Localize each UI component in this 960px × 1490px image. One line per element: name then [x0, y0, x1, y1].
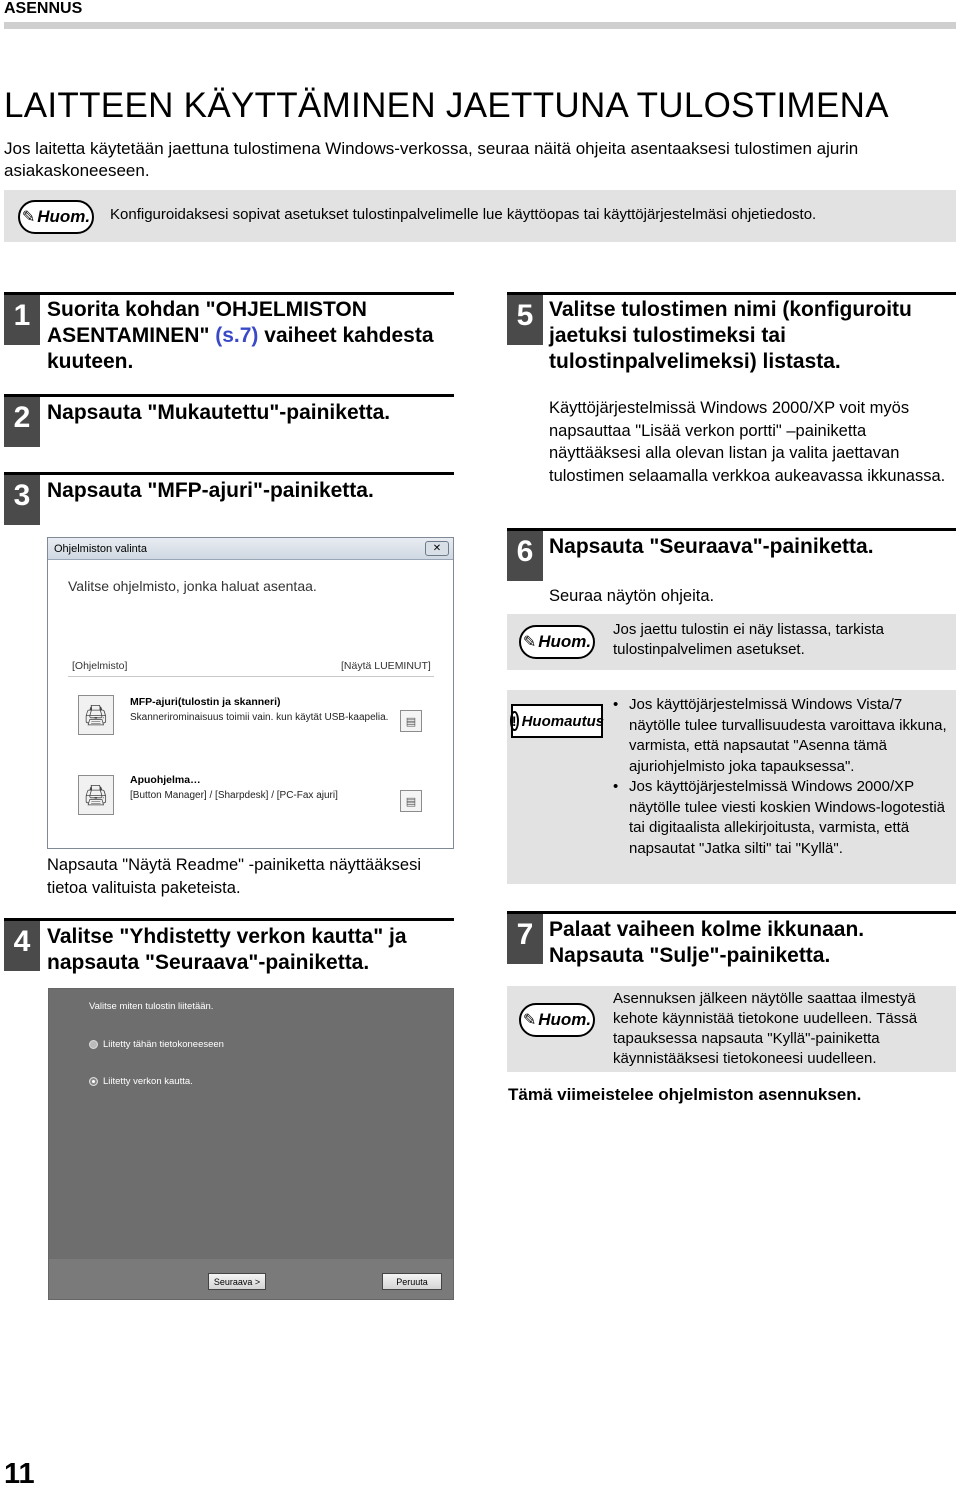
option-local-label: Liitetty tähän tietokoneeseen: [103, 1039, 224, 1050]
step5-body: Käyttöjärjestelmissä Windows 2000/XP voit myös napsauttaa "Lisää verkon portti" –painiketta näyttääksesi alla olevan listan ja valita jaettavan tulostimen selaamalla verkkoa aukeavassa ikkunassa.: [549, 399, 946, 485]
warning-list: [605, 695, 951, 859]
step5-heading: Valitse tulostimen nimi (konfiguroitu jaetuksi tulostimeksi tai tulostinpalvelimeksi) listasta.: [549, 298, 912, 373]
utility-subtitle: [Button Manager] / [Sharpdesk] / [PC-Fax ajuri]: [130, 790, 338, 801]
window-prompt: Valitse ohjelmisto, jonka haluat asentaa.: [68, 578, 317, 594]
step2-rule: [4, 394, 454, 397]
dialog-body: [49, 989, 454, 1259]
mfp-driver-title[interactable]: MFP-ajuri(tulostin ja skanneri): [130, 696, 281, 708]
radio-network[interactable]: [89, 1077, 98, 1086]
step6-number: 6: [507, 531, 543, 581]
step5-number: 5: [507, 295, 543, 345]
utility-readme-button[interactable]: ▤: [400, 790, 422, 812]
step2-number: 2: [4, 397, 40, 447]
page-number: 11: [4, 1458, 35, 1490]
step7-rule: [507, 911, 956, 914]
utility-title[interactable]: Apuohjelma…: [130, 774, 201, 786]
connection-prompt: Valitse miten tulostin liitetään.: [89, 1001, 214, 1012]
option-network[interactable]: [89, 1076, 193, 1087]
warning-item: • Jos käyttöjärjestelmissä Windows 2000/XP näytölle tulee viesti koskien Windows-logotestiä tai digitaalista allekirjoitusta, varmista, että napsautat "Jatka silti" tai "Kyllä".: [605, 777, 951, 859]
step1-text-a: Suorita kohdan "OHJELMISTON ASENTAMINEN": [47, 298, 367, 347]
intro-text: Jos laitetta käytetään jaettuna tulostimena Windows-verkossa, seuraa näitä ohjeita asentaaksesi tulostimen ajurin asiakaskoneeseen.: [4, 139, 859, 180]
warning-badge-label: Huomautus: [521, 712, 605, 730]
step4-number: 4: [4, 921, 40, 971]
window-titlebar: [48, 538, 453, 560]
connection-dialog: [48, 988, 454, 1300]
note-badge-label: Huom.: [538, 1010, 592, 1029]
note-badge: [519, 625, 595, 659]
list-divider: [68, 676, 434, 677]
step6-heading: Napsauta "Seuraava"-painiketta.: [549, 535, 874, 558]
note2-text: Jos jaettu tulostin ei näy listassa, tarkista tulostinpalvelimen asetukset.: [613, 621, 884, 658]
utility-package-icon[interactable]: 🖨: [78, 775, 114, 815]
pen-icon: ✎: [522, 634, 537, 651]
note-badge-label: Huom.: [37, 207, 91, 226]
step3-heading: Napsauta "MFP-ajuri"-painiketta.: [47, 479, 374, 502]
step7-number: 7: [507, 914, 543, 964]
note-badge: [18, 200, 94, 234]
column-readme: [Näytä LUEMINUT]: [341, 660, 431, 672]
mfp-readme-button[interactable]: ▤: [400, 710, 422, 732]
warning-badge: [511, 704, 603, 738]
warning-item: • Jos käyttöjärjestelmissä Windows Vista/7 näytölle tulee turvallisuudesta varoittava ikkuna, varmista, että napsautat "Asenna tämä ajuriohjelmisto joka tapauksessa".: [605, 695, 951, 777]
note2-box: [507, 614, 956, 670]
step3-number: 3: [4, 475, 40, 525]
final-text: Tämä viimeistelee ohjelmiston asennuksen.: [508, 1085, 862, 1104]
step6-body: Seuraa näytön ohjeita.: [549, 587, 715, 605]
radio-local[interactable]: [89, 1040, 98, 1049]
step1-heading: [47, 297, 447, 375]
step4-heading: Valitse "Yhdistetty verkon kautta" ja napsauta "Seuraava"-painiketta.: [47, 925, 407, 974]
step6-rule: [507, 528, 956, 531]
readme-caption: Napsauta "Näytä Readme" -painiketta näyttääksesi tietoa valituista paketeista.: [47, 856, 421, 897]
step5-rule: [507, 292, 956, 295]
section-label: ASENNUS: [4, 0, 83, 17]
page-title: LAITTEEN KÄYTTÄMINEN JAETTUNA TULOSTIMENA: [4, 86, 889, 125]
exclamation-icon: !: [511, 713, 517, 729]
option-network-label: Liitetty verkon kautta.: [103, 1076, 193, 1087]
step7-line1: Palaat vaiheen kolme ikkunaan.: [549, 918, 865, 941]
step3-rule: [4, 472, 454, 475]
note-badge-label: Huom.: [538, 632, 592, 651]
window-title: Ohjelmiston valinta: [54, 542, 147, 555]
warning-box: [507, 690, 956, 884]
step7-line2: Napsauta "Sulje"-painiketta.: [549, 944, 831, 967]
pen-icon: ✎: [522, 1012, 537, 1029]
software-selection-window: [47, 537, 454, 849]
header-rule: [4, 22, 956, 29]
step4-rule: [4, 918, 454, 921]
top-note-text: Konfiguroidaksesi sopivat asetukset tulostinpalvelimelle lue käyttöopas tai käyttöjärjestelmäsi ohjetiedosto.: [110, 206, 817, 223]
note-badge: [519, 1003, 595, 1037]
next-button[interactable]: Seuraava >: [208, 1273, 266, 1290]
note3-text: Asennuksen jälkeen näytölle saattaa ilmestyä kehote käynnistää tietokone uudelleen. Tässä tapauksessa napsauta "Kyllä"-painiketta käynnistääksesi tietokoneesi uudelleen.: [613, 990, 918, 1067]
pen-icon: ✎: [21, 209, 36, 226]
mfp-driver-subtitle: Skannerirominaisuus toimii vain. kun käytät USB-kaapelia.: [130, 712, 389, 723]
note3-box: [507, 986, 956, 1072]
step2-heading: Napsauta "Mukautettu"-painiketta.: [47, 401, 391, 424]
top-note-box: [4, 190, 956, 242]
step1-text-b: vaiheet kahdesta kuuteen.: [47, 324, 434, 373]
mfp-driver-package-icon[interactable]: 🖨: [78, 695, 114, 735]
step7-heading: [549, 917, 953, 969]
step1-rule: [4, 292, 454, 295]
column-software: [Ohjelmisto]: [72, 660, 128, 672]
cancel-button[interactable]: Peruuta: [382, 1273, 442, 1290]
step1-page-link[interactable]: (s.7): [215, 324, 259, 347]
option-local[interactable]: [89, 1039, 224, 1050]
window-close-button[interactable]: ✕: [425, 541, 449, 556]
step1-number: 1: [4, 295, 40, 345]
